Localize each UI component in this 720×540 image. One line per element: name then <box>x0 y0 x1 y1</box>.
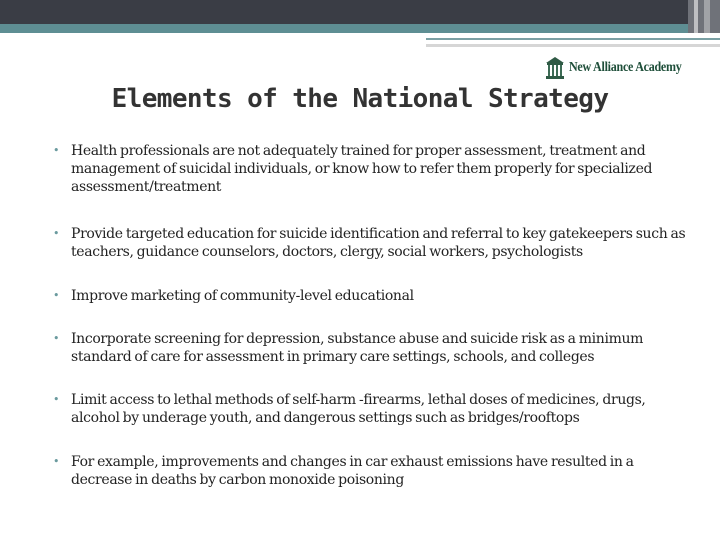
bullet-text: Health professionals are not adequately trained for proper assessment, treatment and management of suicidal individuals, or know how to refer them properly for specialized assessment/treatment <box>71 143 653 195</box>
bullet-text: Incorporate screening for depression, substance abuse and suicide risk as a minimum standard of care for assessment in primary care settings, schools, and colleges <box>71 331 644 365</box>
bullet-item <box>46 225 686 261</box>
header-accent-band <box>0 24 720 33</box>
decorative-rule-shadow <box>426 44 720 47</box>
building-icon <box>545 56 565 80</box>
header-band <box>0 0 720 24</box>
bullet-marker-icon: • <box>53 332 60 345</box>
bullet-marker-icon: • <box>53 227 60 240</box>
bullet-text: Limit access to lethal methods of self-harm -firearms, lethal doses of medicines, drugs, alcohol by underage youth, and dangerous settings such as bridges/rooftops <box>71 392 646 426</box>
slide-title: Elements of the National Strategy <box>111 84 609 114</box>
bullet-item <box>46 453 686 489</box>
bullet-text: Provide targeted education for suicide identification and referral to key gatekeepers such as teachers, guidance counselors, doctors, clergy, social workers, psychologists <box>71 226 686 260</box>
bullet-marker-icon: • <box>53 393 60 406</box>
bullet-item <box>46 391 686 427</box>
bullet-item <box>46 330 686 366</box>
bullet-text: For example, improvements and changes in car exhaust emissions have resulted in a decrease in deaths by carbon monoxide poisoning <box>71 454 634 488</box>
bullet-item <box>46 287 686 305</box>
bullet-list <box>46 142 686 489</box>
header-corner-decoration <box>688 0 720 33</box>
bullet-marker-icon: • <box>53 289 60 302</box>
decorative-rule <box>426 38 720 40</box>
bullet-marker-icon: • <box>53 455 60 468</box>
bullet-text: Improve marketing of community-level educational <box>71 288 414 304</box>
bullet-marker-icon: • <box>53 144 60 157</box>
academy-logo <box>545 56 700 80</box>
logo-text: New Alliance Academy <box>569 60 682 75</box>
bullet-item <box>46 142 686 196</box>
